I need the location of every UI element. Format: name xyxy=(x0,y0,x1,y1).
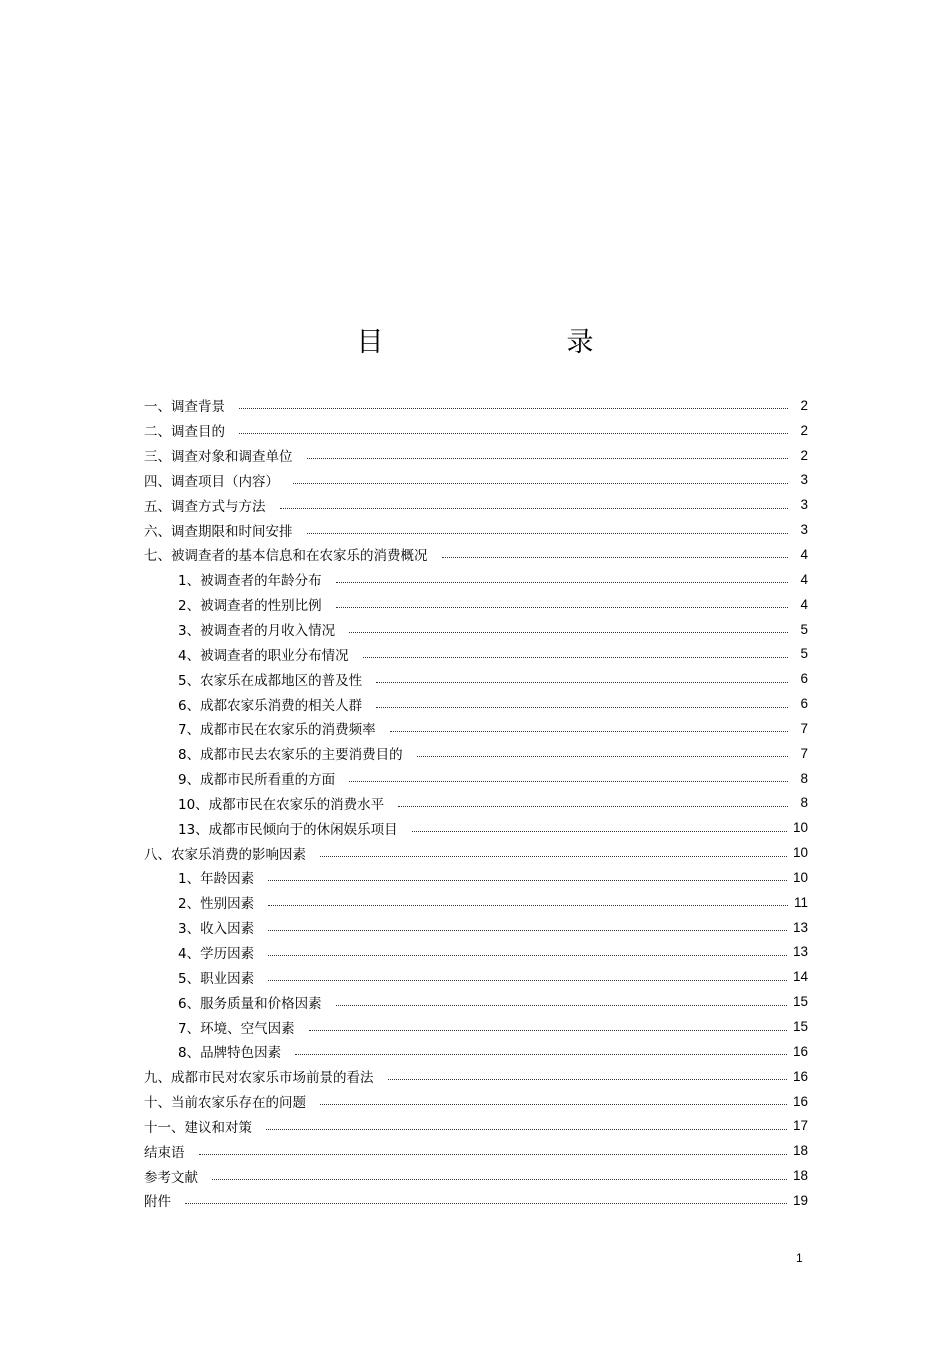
toc-entry-page: 6 xyxy=(800,696,808,712)
toc-entry-page: 3 xyxy=(800,497,808,513)
toc-entry-label: 四、调查项目（内容） xyxy=(144,473,279,490)
dot-leader xyxy=(320,1103,787,1105)
dot-leader xyxy=(309,1029,787,1031)
toc-entry[interactable] xyxy=(144,1064,808,1089)
toc-entry-label: 3、收入因素 xyxy=(178,921,255,938)
toc-entry-label: 7、成都市民在农家乐的消费频率 xyxy=(178,722,376,739)
toc-entry[interactable] xyxy=(144,468,808,493)
toc-entry-label: 4、学历因素 xyxy=(178,945,255,962)
toc-entry-page: 11 xyxy=(793,894,808,910)
toc-entry-label: 参考文献 xyxy=(144,1169,198,1186)
dot-leader xyxy=(185,1202,787,1204)
toc-entry-page: 15 xyxy=(792,1019,808,1035)
toc-entry[interactable] xyxy=(144,890,808,915)
toc-entry[interactable] xyxy=(144,666,808,691)
dot-leader xyxy=(390,730,788,732)
toc-entry[interactable] xyxy=(144,865,808,890)
toc-entry-label: 一、调查背景 xyxy=(144,399,225,416)
page-number: 1 xyxy=(796,1251,803,1265)
toc-entry-label: 4、被调查者的职业分布情况 xyxy=(178,647,349,664)
toc-entry-label: 6、成都农家乐消费的相关人群 xyxy=(178,697,363,714)
toc-entry-label: 五、调查方式与方法 xyxy=(144,498,266,515)
toc-entry[interactable] xyxy=(144,418,808,443)
dot-leader xyxy=(239,407,788,409)
toc-entry-label: 5、农家乐在成都地区的普及性 xyxy=(178,672,363,689)
toc-entry[interactable] xyxy=(144,915,808,940)
dot-leader xyxy=(268,929,787,931)
dot-leader xyxy=(212,1178,787,1180)
toc-entry-page: 6 xyxy=(800,671,808,687)
dot-leader xyxy=(268,979,787,981)
toc-entry-page: 10 xyxy=(792,869,808,885)
table-of-contents xyxy=(144,393,808,1213)
toc-entry[interactable] xyxy=(144,492,808,517)
toc-entry-label: 5、职业因素 xyxy=(178,970,255,987)
toc-entry-label: 6、服务质量和价格因素 xyxy=(178,995,322,1012)
toc-entry-label: 八、农家乐消费的影响因素 xyxy=(144,846,306,863)
dot-leader xyxy=(336,606,788,608)
toc-entry-page: 4 xyxy=(800,546,808,562)
dot-leader xyxy=(376,681,788,683)
toc-entry-page: 13 xyxy=(792,919,808,935)
toc-entry[interactable] xyxy=(144,989,808,1014)
dot-leader xyxy=(336,581,788,583)
toc-entry[interactable] xyxy=(144,691,808,716)
toc-entry[interactable] xyxy=(144,1138,808,1163)
page-title: 目 录 xyxy=(356,327,672,358)
toc-entry-page: 4 xyxy=(800,596,808,612)
toc-entry-page: 18 xyxy=(792,1143,808,1159)
toc-entry-page: 2 xyxy=(800,397,808,413)
toc-entry[interactable] xyxy=(144,1039,808,1064)
dot-leader xyxy=(307,532,789,534)
toc-entry-label: 1、年龄因素 xyxy=(178,871,255,888)
toc-entry-page: 4 xyxy=(800,571,808,587)
toc-entry-page: 2 xyxy=(800,447,808,463)
dot-leader xyxy=(295,1053,787,1055)
toc-entry[interactable] xyxy=(144,791,808,816)
toc-entry-page: 17 xyxy=(792,1118,808,1134)
toc-entry-page: 10 xyxy=(792,820,808,836)
toc-entry[interactable] xyxy=(144,840,808,865)
dot-leader xyxy=(388,1078,787,1080)
dot-leader xyxy=(336,1004,787,1006)
toc-entry-label: 结束语 xyxy=(144,1144,185,1161)
dot-leader xyxy=(266,1128,787,1130)
dot-leader xyxy=(199,1153,787,1155)
dot-leader xyxy=(349,631,788,633)
toc-entry-label: 三、调查对象和调查单位 xyxy=(144,449,293,466)
toc-entry-label: 7、环境、空气因素 xyxy=(178,1020,295,1037)
toc-entry[interactable] xyxy=(144,443,808,468)
dot-leader xyxy=(268,879,787,881)
toc-entry-label: 9、成都市民所看重的方面 xyxy=(178,772,336,789)
dot-leader xyxy=(320,855,787,857)
toc-entry-page: 19 xyxy=(792,1192,808,1208)
toc-entry-page: 3 xyxy=(800,472,808,488)
toc-entry-label: 六、调查期限和时间安排 xyxy=(144,523,293,540)
toc-entry-label: 1、被调查者的年龄分布 xyxy=(178,573,322,590)
dot-leader xyxy=(307,457,789,459)
dot-leader xyxy=(417,755,788,757)
toc-entry-page: 5 xyxy=(800,646,808,662)
toc-entry-label: 2、性别因素 xyxy=(178,896,255,913)
toc-entry-label: 10、成都市民在农家乐的消费水平 xyxy=(178,796,385,813)
toc-entry-label: 七、被调查者的基本信息和在农家乐的消费概况 xyxy=(144,548,428,565)
toc-entry-label: 十、当前农家乐存在的问题 xyxy=(144,1095,306,1112)
toc-entry-page: 2 xyxy=(800,422,808,438)
toc-entry[interactable] xyxy=(144,1089,808,1114)
dot-leader xyxy=(293,482,788,484)
toc-entry[interactable] xyxy=(144,741,808,766)
toc-entry[interactable] xyxy=(144,641,808,666)
toc-entry-label: 十一、建议和对策 xyxy=(144,1119,252,1136)
toc-entry-page: 7 xyxy=(800,720,808,736)
toc-entry-label: 8、品牌特色因素 xyxy=(178,1045,282,1062)
toc-entry[interactable] xyxy=(144,940,808,965)
dot-leader xyxy=(349,780,788,782)
toc-entry[interactable] xyxy=(144,815,808,840)
toc-entry[interactable] xyxy=(144,766,808,791)
toc-entry[interactable] xyxy=(144,964,808,989)
toc-entry-page: 8 xyxy=(800,795,808,811)
dot-leader xyxy=(239,432,788,434)
toc-entry-label: 2、被调查者的性别比例 xyxy=(178,598,322,615)
toc-entry[interactable] xyxy=(144,592,808,617)
toc-entry-label: 九、成都市民对农家乐市场前景的看法 xyxy=(144,1070,374,1087)
toc-entry-page: 7 xyxy=(800,745,808,761)
toc-entry[interactable] xyxy=(144,1113,808,1138)
toc-entry-page: 3 xyxy=(800,522,808,538)
toc-entry[interactable] xyxy=(144,716,808,741)
dot-leader xyxy=(268,904,788,906)
toc-entry-label: 附件 xyxy=(144,1194,171,1211)
toc-entry-page: 18 xyxy=(792,1168,808,1184)
toc-entry-label: 8、成都市民去农家乐的主要消费目的 xyxy=(178,747,403,764)
toc-entry-label: 3、被调查者的月收入情况 xyxy=(178,623,336,640)
toc-entry[interactable] xyxy=(144,393,808,418)
toc-entry-label: 二、调查目的 xyxy=(144,424,225,441)
toc-entry[interactable] xyxy=(144,542,808,567)
dot-leader xyxy=(398,805,788,807)
toc-entry[interactable] xyxy=(144,617,808,642)
toc-entry-page: 16 xyxy=(792,1068,808,1084)
toc-entry[interactable] xyxy=(144,1014,808,1039)
toc-entry-page: 5 xyxy=(800,621,808,637)
dot-leader xyxy=(268,954,787,956)
dot-leader xyxy=(280,507,789,509)
toc-entry-page: 16 xyxy=(792,1043,808,1059)
toc-entry[interactable] xyxy=(144,1163,808,1188)
dot-leader xyxy=(376,706,788,708)
toc-entry-page: 8 xyxy=(800,770,808,786)
toc-entry-page: 10 xyxy=(792,845,808,861)
dot-leader xyxy=(363,656,788,658)
dot-leader xyxy=(442,556,789,558)
toc-entry-page: 13 xyxy=(792,944,808,960)
toc-entry-page: 15 xyxy=(792,994,808,1010)
toc-entry-label: 13、成都市民倾向于的休闲娱乐项目 xyxy=(178,821,398,838)
toc-entry-page: 14 xyxy=(792,969,808,985)
toc-entry[interactable] xyxy=(144,517,808,542)
dot-leader xyxy=(412,830,787,832)
toc-entry-page: 16 xyxy=(792,1093,808,1109)
toc-entry[interactable] xyxy=(144,567,808,592)
toc-entry[interactable] xyxy=(144,1188,808,1213)
